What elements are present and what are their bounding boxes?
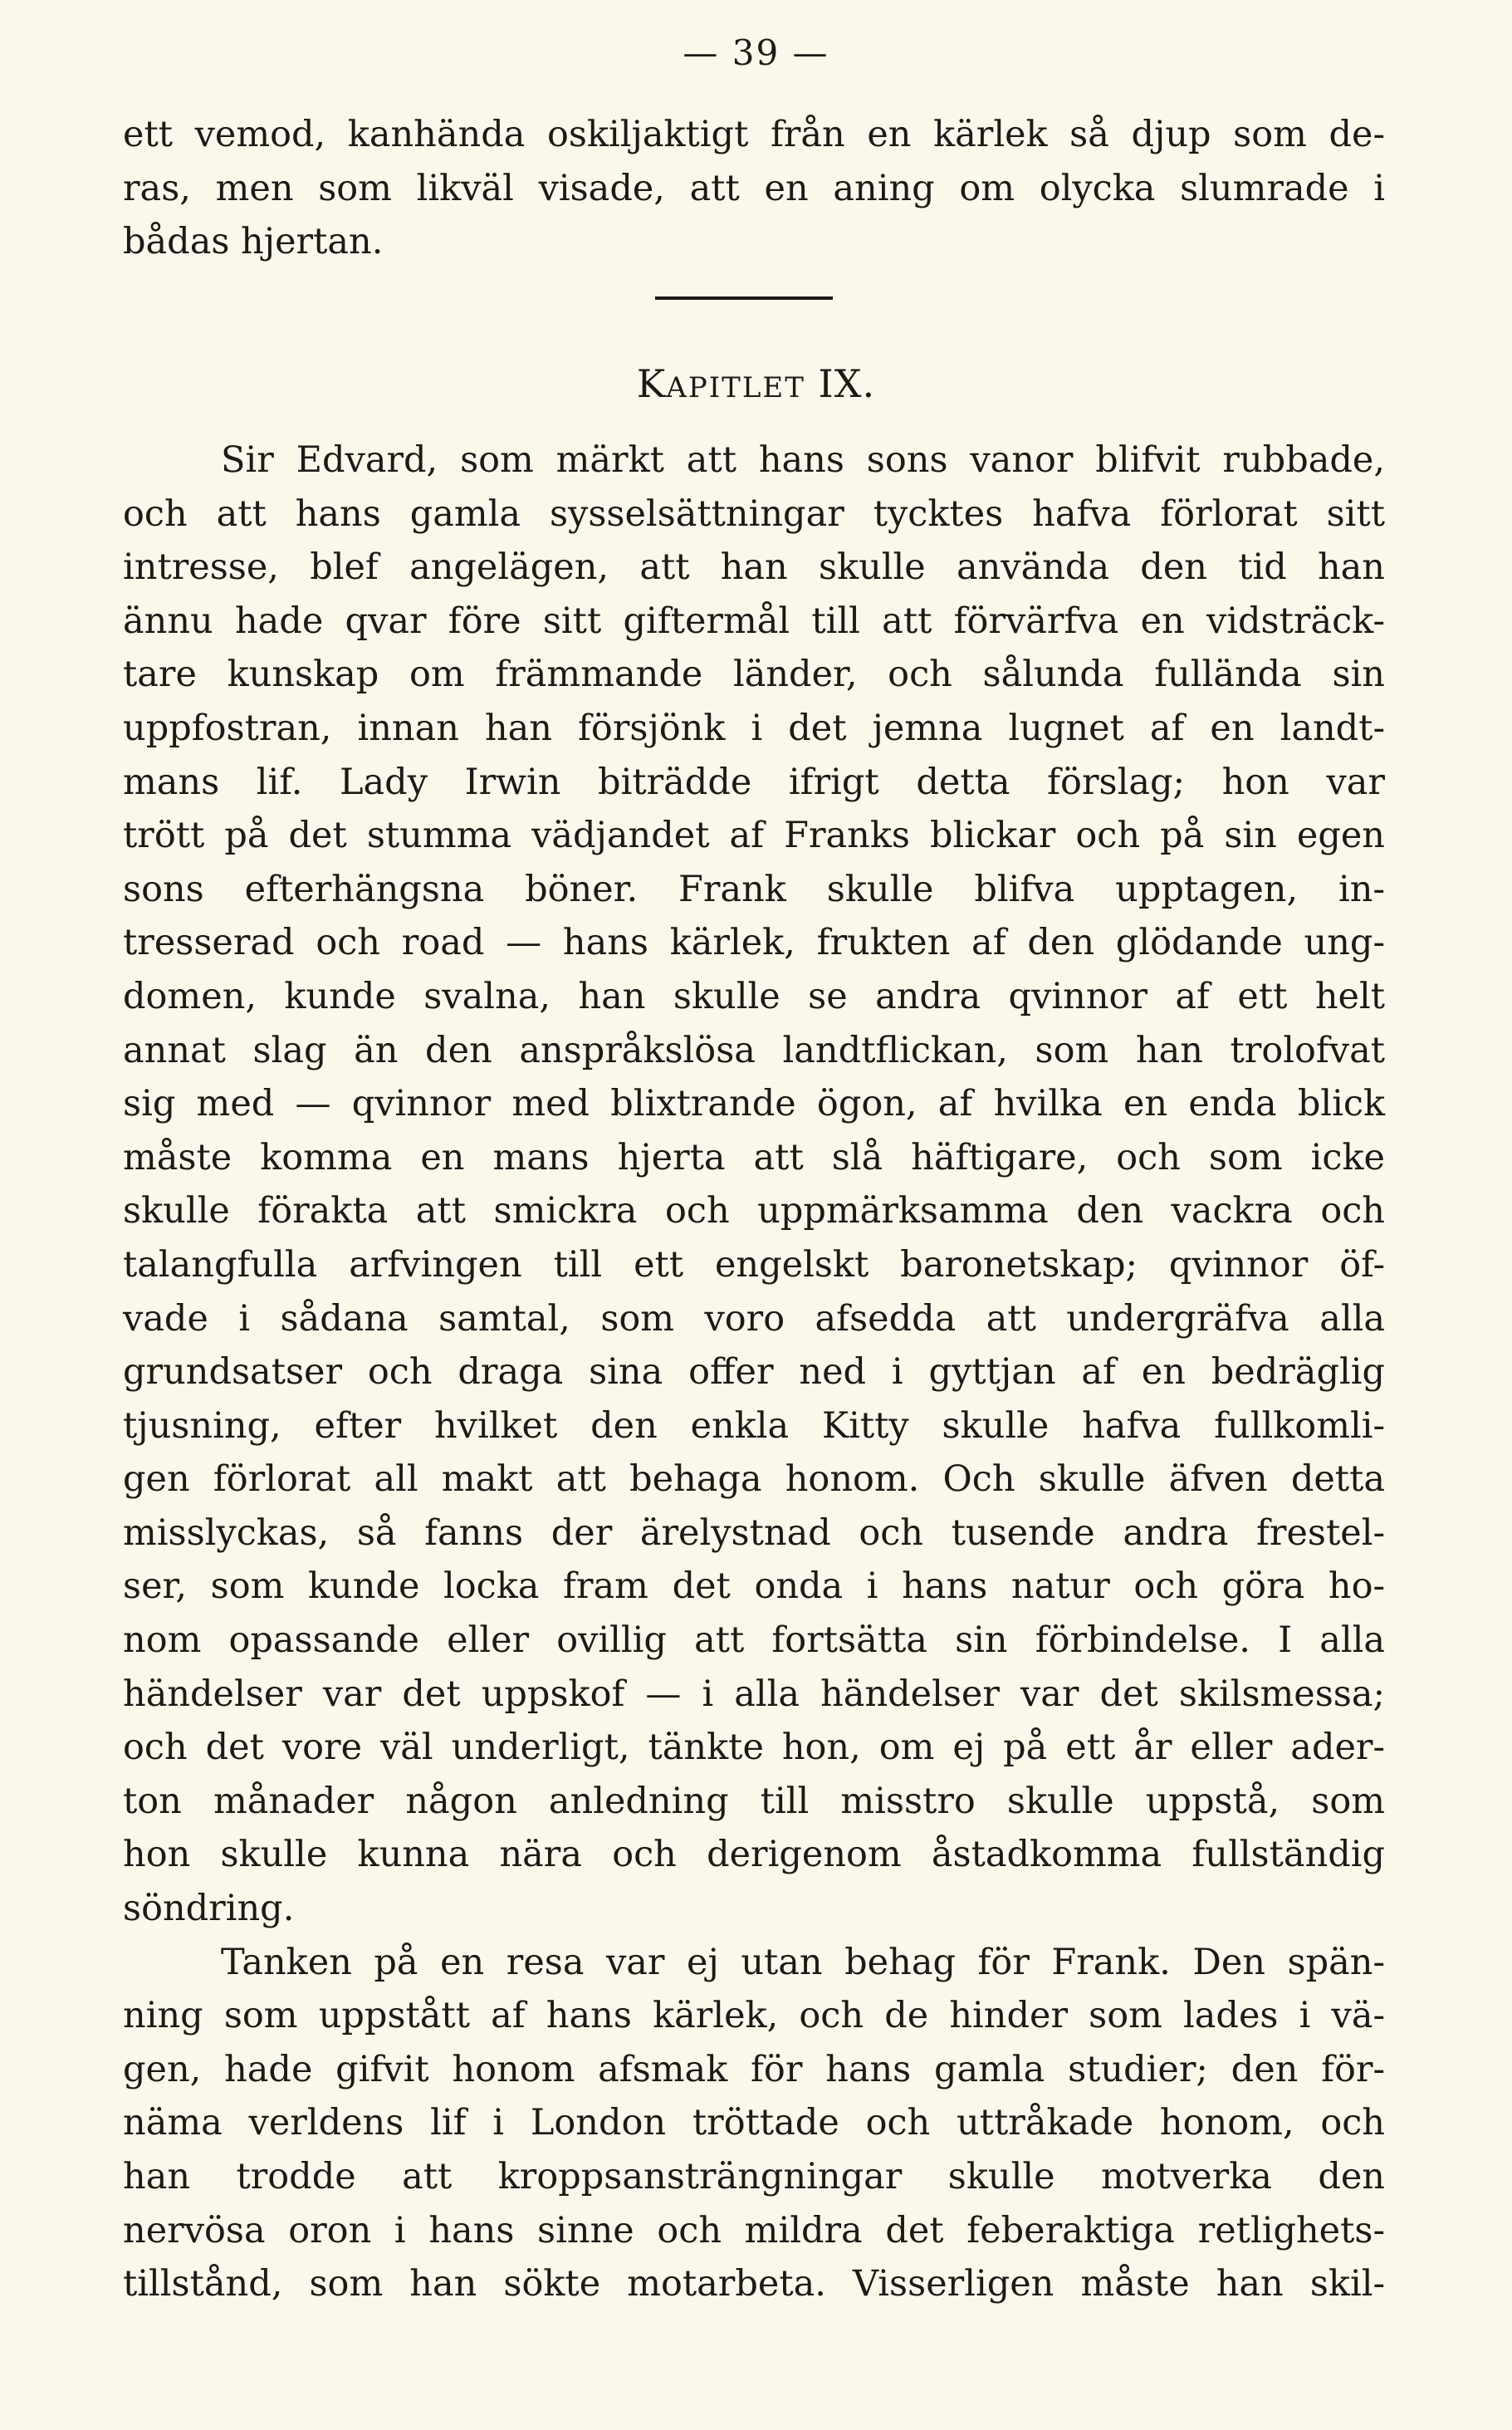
- text-line: mans lif. Lady Irwin biträdde ifrigt detta förslag; hon var: [123, 761, 1385, 803]
- text-line: gen, hade gifvit honom afsmak för hans gamla studier; den för-: [123, 2048, 1385, 2090]
- text-line: grundsatser och draga sina offer ned i gyttjan af en bedräglig: [123, 1351, 1385, 1394]
- text-line: han trodde att kroppsansträngningar skulle motverka den: [123, 2156, 1385, 2197]
- text-line: ännu hade qvar före sitt giftermål till att förvärfva en vidsträck-: [123, 600, 1385, 642]
- text-line: trött på det stumma vädjandet af Franks blickar och på sin egen: [123, 815, 1385, 857]
- section-divider: [655, 296, 833, 300]
- text-line: söndring.: [123, 1888, 295, 1930]
- text-line: domen, kunde svalna, han skulle se andra qvinnor af ett helt: [123, 975, 1385, 1017]
- text-line: tjusning, efter hvilket den enkla Kitty skulle hafva fullkomli-: [123, 1404, 1385, 1447]
- text-line: måste komma en mans hjerta att slå häftigare, och som icke: [123, 1136, 1385, 1178]
- chapter-heading: [0, 359, 1512, 413]
- chapter-heading-initial: K: [636, 361, 667, 406]
- text-line: nervösa oron i hans sinne och mildra det feberaktiga retlighets-: [123, 2209, 1385, 2251]
- text-line: tare kunskap om främmande länder, och sålunda fullända sin: [123, 654, 1385, 696]
- text-line: annat slag än den anspråkslösa landtflickan, som han trolofvat: [123, 1029, 1385, 1071]
- text-line: Tanken på en resa var ej utan behag för Frank. Den spän-: [221, 1941, 1385, 1983]
- text-line: ser, som kunde locka fram det onda i hans natur och göra ho-: [123, 1565, 1385, 1608]
- text-line: gen förlorat all makt att behaga honom. Och skulle äfven detta: [123, 1458, 1385, 1501]
- text-line: tresserad och road — hans kärlek, frukten af den glödande ung-: [123, 922, 1385, 964]
- page-number: — 39 —: [683, 32, 829, 73]
- text-line: hon skulle kunna nära och derigenom åstadkomma fullständig: [123, 1834, 1385, 1876]
- text-line: ton månader någon anledning till misstro skulle uppstå, som: [123, 1780, 1385, 1822]
- text-line: bådas hjertan.: [123, 221, 384, 263]
- text-line: uppfostran, innan han försjönk i det jemna lugnet af en landt-: [123, 707, 1385, 749]
- text-line: nom opassande eller ovillig att fortsätta sin förbindelse. I alla: [123, 1619, 1385, 1662]
- text-line: ras, men som likväl visade, att en aning om olycka slumrade i: [123, 167, 1385, 209]
- chapter-heading-number: IX.: [805, 361, 876, 406]
- text-line: vade i sådana samtal, som voro afsedda att undergräfva alla: [123, 1297, 1385, 1340]
- text-line: misslyckas, så fanns der ärelystnad och tusende andra frestel-: [123, 1511, 1385, 1554]
- opening-paragraph: [123, 108, 1385, 269]
- text-line: skulle förakta att smickra och uppmärksamma den vackra och: [123, 1190, 1385, 1232]
- text-line: talangfulla arfvingen till ett engelskt baronetskap; qvinnor öf-: [123, 1243, 1385, 1286]
- text-line: och att hans gamla sysselsättningar tycktes hafva förlorat sitt: [123, 492, 1385, 535]
- text-line: och det vore väl underligt, tänkte hon, om ej på ett år eller ader-: [123, 1727, 1385, 1769]
- chapter-heading-smallcaps: APITLET: [666, 371, 805, 404]
- text-line: ett vemod, kanhända oskiljaktigt från en kärlek så djup som de-: [123, 114, 1385, 155]
- text-line: Sir Edvard, som märkt att hans sons vanor blifvit rubbade,: [221, 439, 1385, 481]
- chapter-body: [123, 434, 1385, 2311]
- text-line: sons efterhängsna böner. Frank skulle blifva upptagen, in-: [123, 868, 1385, 910]
- text-line: sig med — qvinnor med blixtrande ögon, af hvilka en enda blick: [123, 1083, 1385, 1125]
- text-line: händelser var det uppskof — i alla händelser var det skilsmessa;: [123, 1673, 1385, 1715]
- text-line: näma verldens lif i London tröttade och uttråkade honom, och: [123, 2102, 1385, 2144]
- text-line: intresse, blef angelägen, att han skulle använda den tid han: [123, 546, 1385, 589]
- text-line: tillstånd, som han sökte motarbeta. Visserligen måste han skil-: [123, 2263, 1385, 2305]
- text-line: ning som uppstått af hans kärlek, och de hinder som lades i vä-: [123, 1995, 1385, 2037]
